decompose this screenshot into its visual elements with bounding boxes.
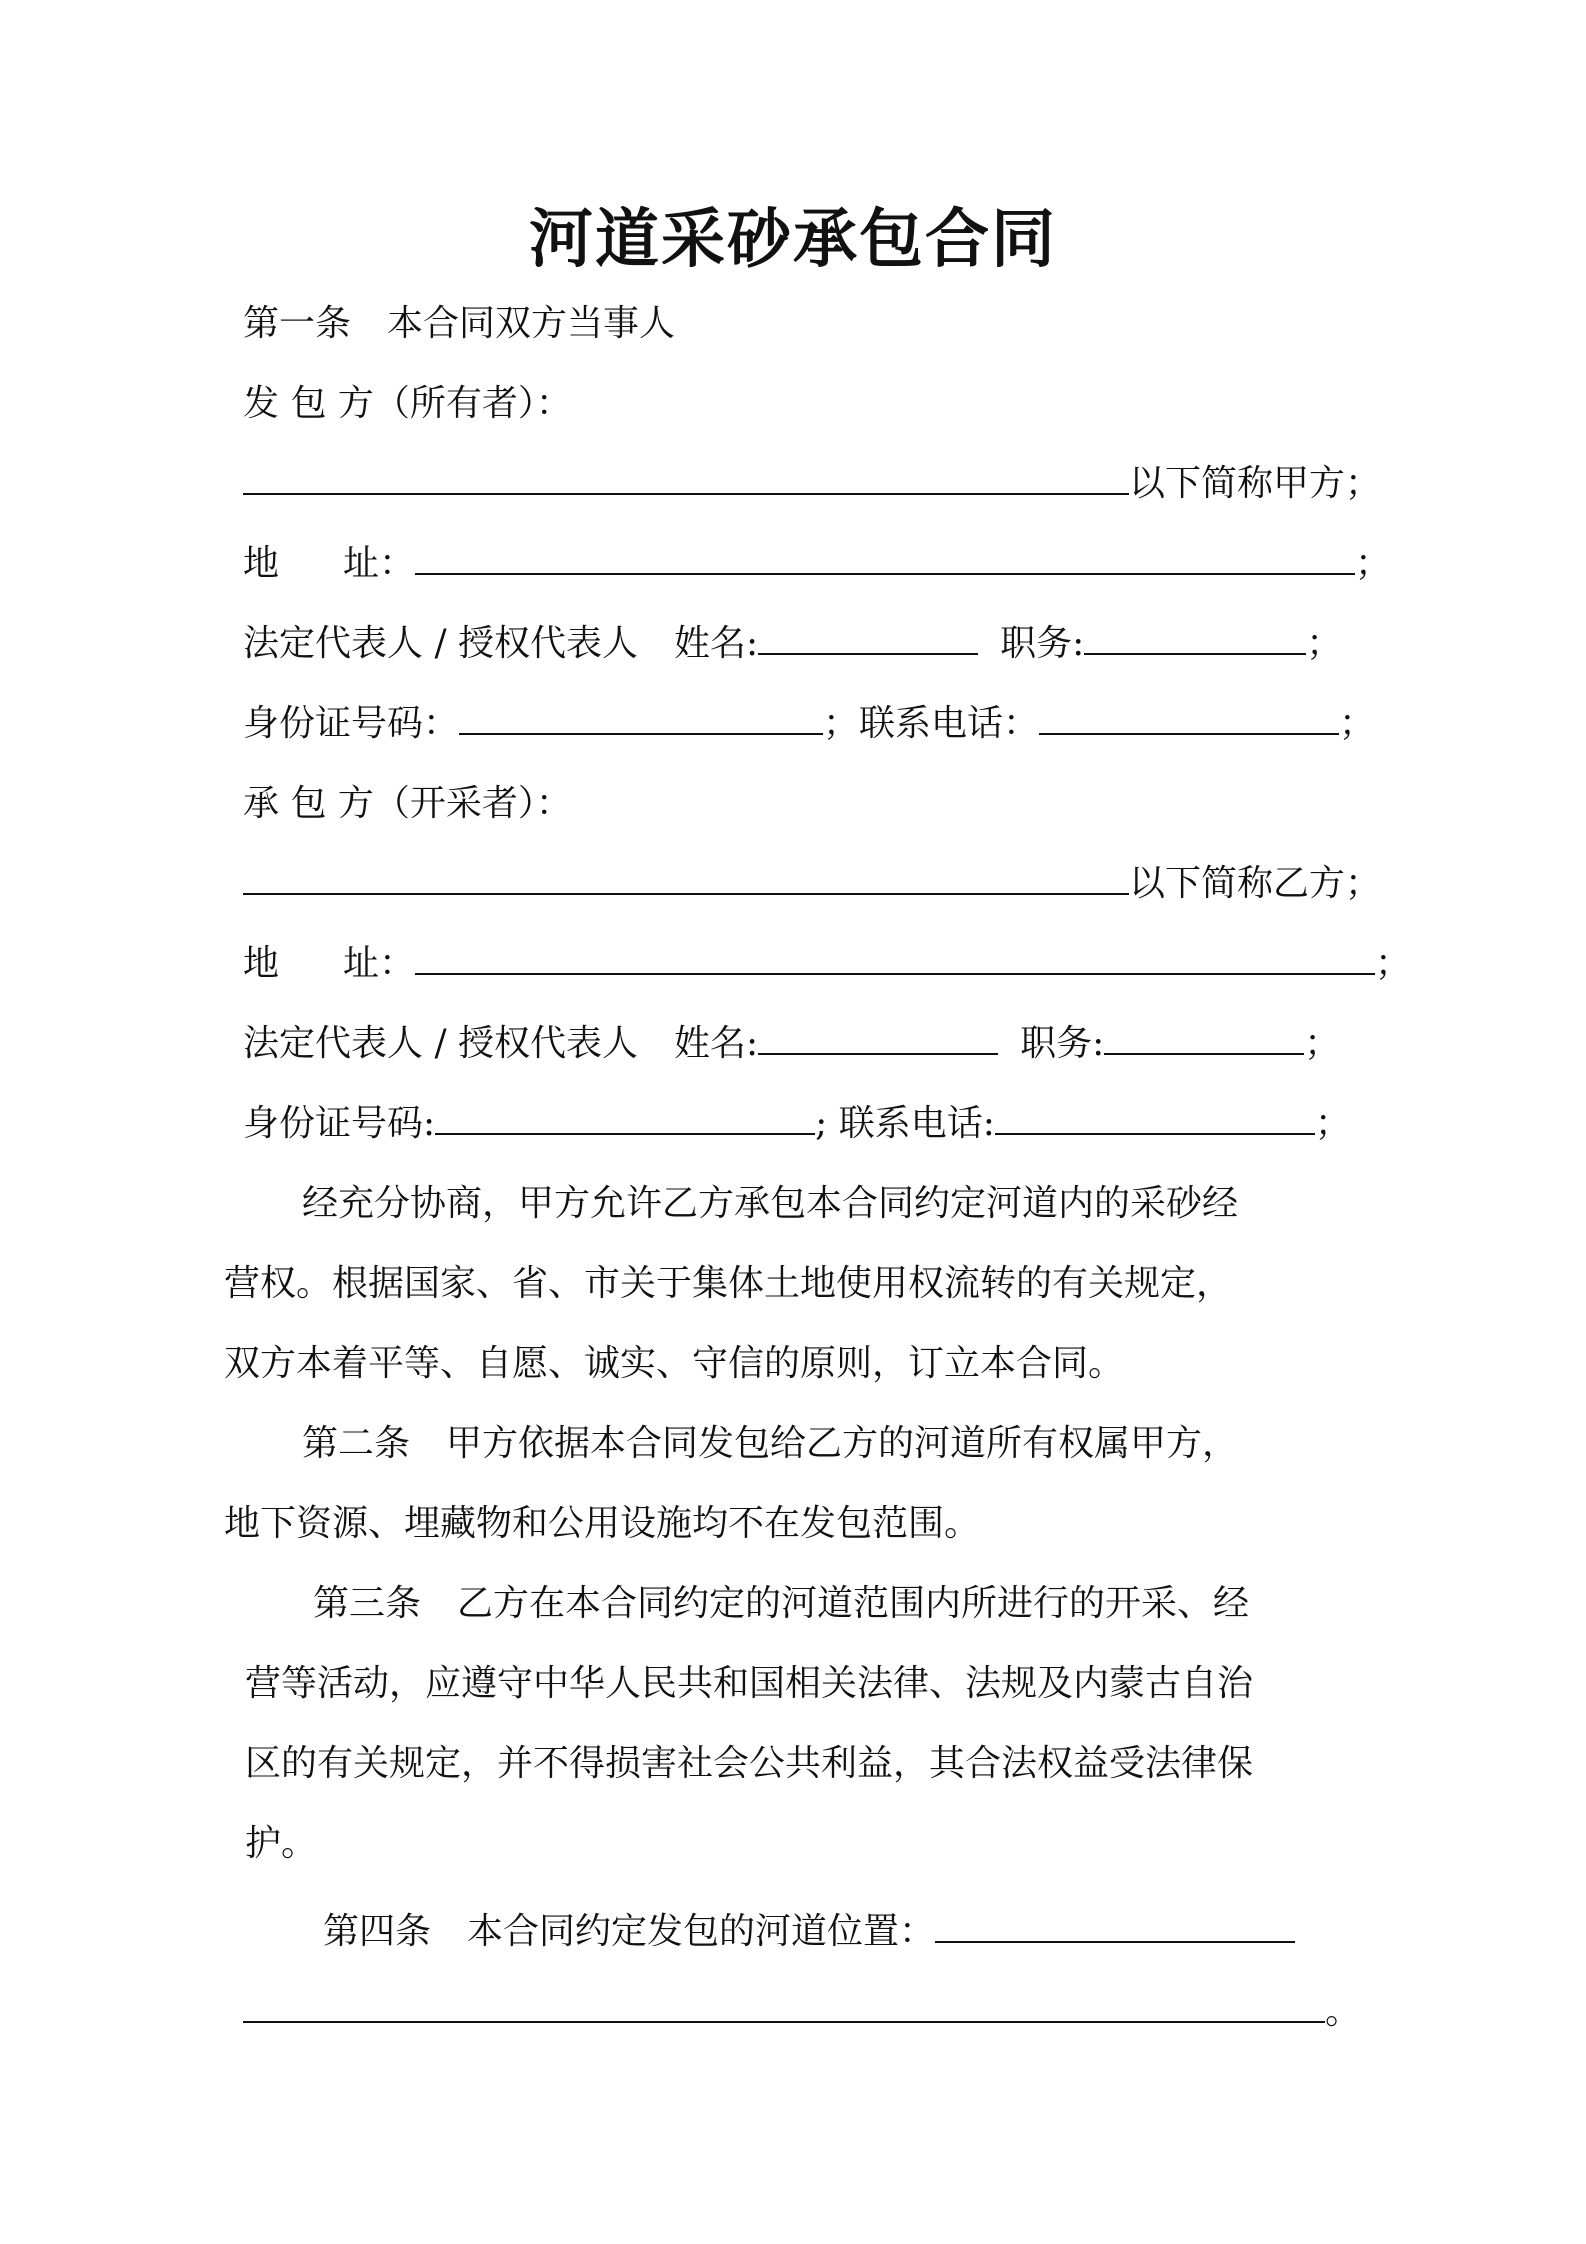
party-a-address-end: ； (1355, 543, 1392, 584)
document-title: 河道采砂承包合同 (529, 202, 1057, 277)
article-4-line-2 (243, 1990, 1361, 2034)
party-b-phone-label: ; 联系电话: (815, 1103, 995, 1144)
party-a-id-end: ； (1339, 703, 1376, 744)
party-b-address-label-2: 址： (343, 943, 416, 984)
article-4-end: 。 (1325, 1991, 1362, 2032)
party-b-position-label: 职务: (1020, 1023, 1105, 1064)
party-a-paren: （所有者）： (373, 383, 572, 424)
article-2-line-2: 地下资源、埋藏物和公用设施均不在发包范围。 (224, 1503, 981, 1544)
party-a-suffix: 以下简称甲方； (1129, 463, 1382, 504)
party-b-position-blank[interactable] (1104, 1023, 1304, 1055)
party-b-name-blank[interactable] (243, 863, 1129, 895)
river-location-blank-1[interactable] (935, 1911, 1295, 1943)
party-b-rep-name-blank[interactable] (758, 1023, 998, 1055)
party-b-rep-label: 法定代表人 / 授权代表人 姓名: (243, 1023, 759, 1064)
party-a-position-label: 职务: (1000, 623, 1085, 664)
intro-line-3: 双方本着平等、自愿、诚实、守信的原则，订立本合同。 (224, 1343, 1125, 1384)
party-b-name-line (243, 862, 1381, 906)
party-b-id-end: ； (1314, 1103, 1351, 1144)
article-3-line-2: 营等活动，应遵守中华人民共和国相关法律、法规及内蒙古自治 (245, 1663, 1254, 1704)
article-4-text: 第四条 本合同约定发包的河道位置： (323, 1911, 936, 1952)
party-a-rep-end: ； (1306, 623, 1343, 664)
party-b-paren: （开采者）： (373, 783, 572, 824)
river-location-blank-2[interactable] (243, 1991, 1325, 2023)
party-a-address-blank[interactable] (415, 543, 1355, 575)
party-a-rep-name-blank[interactable] (758, 623, 978, 655)
article-1-heading: 第一条 本合同双方当事人 (243, 303, 676, 344)
party-a-id-line (243, 702, 1375, 746)
party-a-phone-blank[interactable] (1039, 703, 1339, 735)
party-a-address-label-1: 地 (243, 543, 280, 584)
party-b-suffix: 以下简称乙方； (1129, 863, 1382, 904)
party-a-phone-label: ；联系电话： (823, 703, 1040, 744)
party-b-id-line (243, 1102, 1351, 1146)
party-b-address-end: ； (1375, 943, 1412, 984)
party-b-address-blank[interactable] (415, 943, 1375, 975)
party-a-rep-line (243, 622, 1342, 666)
party-b-label: 承 包 方 (243, 783, 374, 824)
party-a-id-label: 身份证号码： (243, 703, 460, 744)
intro-line-1: 经充分协商，甲方允许乙方承包本合同约定河道内的采砂经 (302, 1183, 1239, 1224)
party-b-address-line (243, 942, 1411, 986)
article-2-line-1: 第二条 甲方依据本合同发包给乙方的河道所有权属甲方， (302, 1423, 1239, 1464)
article-4-line-1 (323, 1910, 1295, 1954)
party-b-id-blank[interactable] (435, 1103, 815, 1135)
party-a-name-blank[interactable] (243, 463, 1129, 495)
article-3-line-4: 护。 (245, 1823, 318, 1864)
party-b-id-label: 身份证号码: (243, 1103, 436, 1144)
article-3-line-1: 第三条 乙方在本合同约定的河道范围内所进行的开采、经 (313, 1583, 1250, 1624)
party-a-position-blank[interactable] (1084, 623, 1306, 655)
party-a-label-line (243, 382, 572, 426)
party-a-id-blank[interactable] (459, 703, 823, 735)
party-b-label-line (243, 782, 572, 826)
party-b-phone-blank[interactable] (995, 1103, 1315, 1135)
party-a-rep-label: 法定代表人 / 授权代表人 姓名: (243, 623, 759, 664)
party-b-rep-end: ； (1304, 1023, 1341, 1064)
article-3-line-3: 区的有关规定，并不得损害社会公共利益，其合法权益受法律保 (245, 1743, 1254, 1784)
party-a-address-label-2: 址： (343, 543, 416, 584)
intro-line-2: 营权。根据国家、省、市关于集体土地使用权流转的有关规定， (224, 1263, 1233, 1304)
party-a-label: 发 包 方 (243, 383, 374, 424)
party-b-rep-line (243, 1022, 1340, 1066)
party-a-address-line (243, 542, 1391, 586)
party-b-address-label-1: 地 (243, 943, 280, 984)
party-a-name-line (243, 462, 1381, 506)
